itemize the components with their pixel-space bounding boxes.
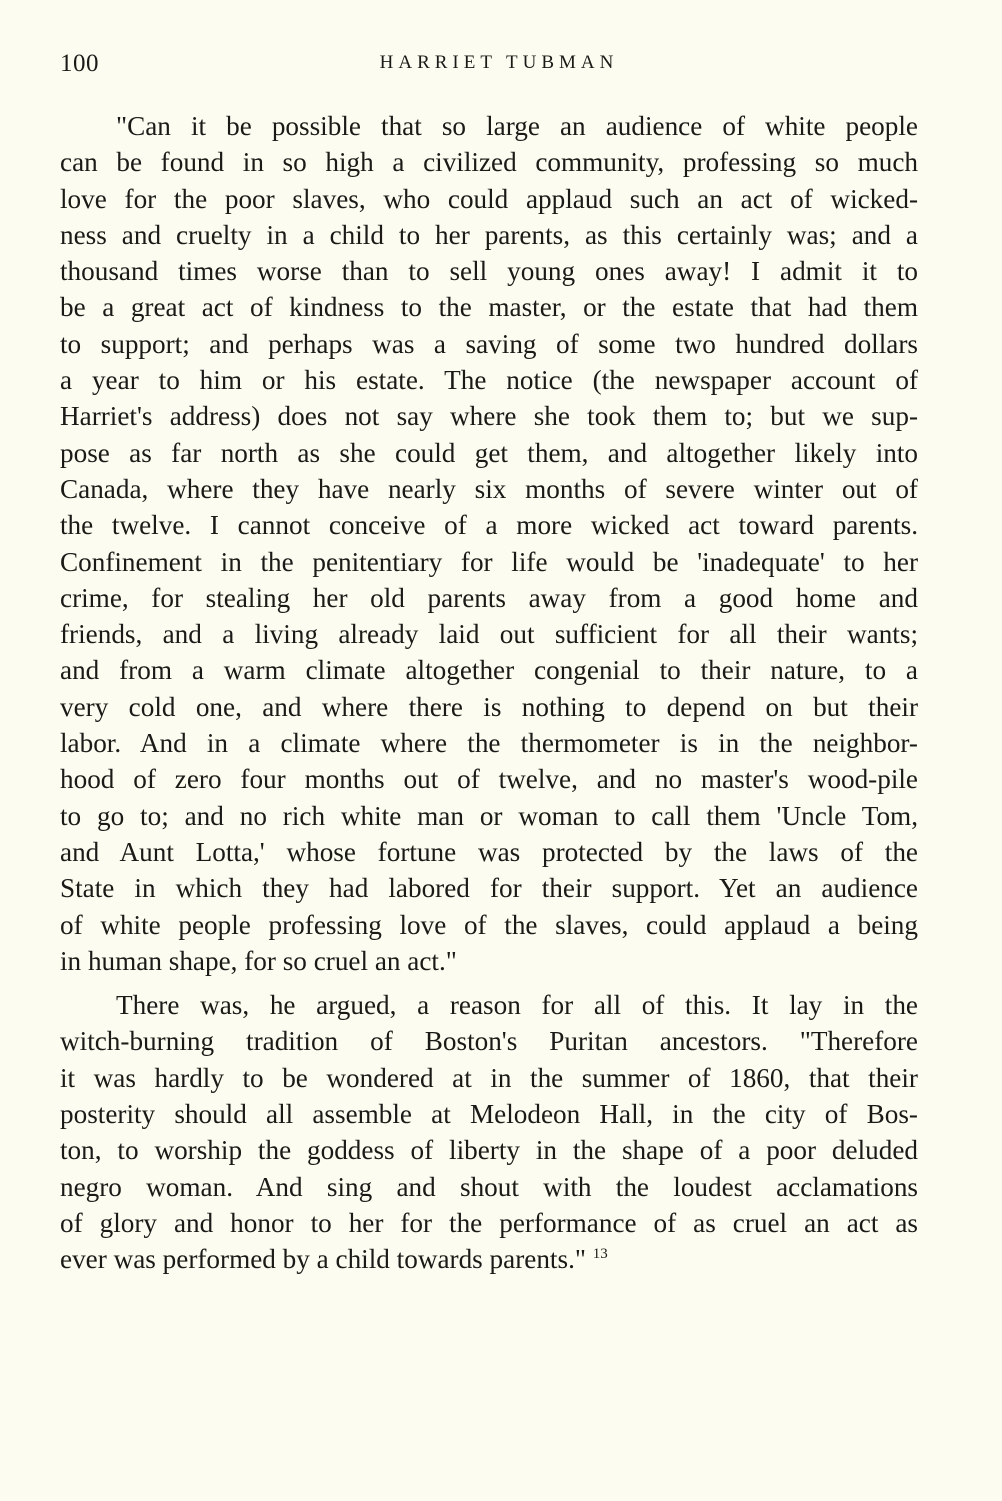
text-line: pose as far north as she could get them, and altogether likely into (60, 437, 918, 468)
text-line-with-footnote (60, 1241, 918, 1277)
text-line: be a great act of kindness to the master, or the estate that had them (60, 292, 918, 323)
text-line: hood of zero four months out of twelve, and no master's wood-pile (60, 764, 918, 795)
text-line: ton, to worship the goddess of liberty in the shape of a poor deluded (60, 1135, 918, 1166)
text-line: negro woman. And sing and shout with the loudest acclamations (60, 1171, 918, 1202)
text-line: "Can it be possible that so large an audience of white people (116, 111, 918, 141)
text-line: There was, he argued, a reason for all of this. It lay in the (116, 990, 918, 1021)
text-line: thousand times worse than to sell young ones away! I admit it to (60, 256, 918, 287)
text-line: in human shape, for so cruel an act." (60, 945, 457, 976)
text-line: crime, for stealing her old parents away from a good home and (60, 582, 918, 613)
text-line: ever was performed by a child towards parents." (60, 1244, 586, 1275)
text-line: it was hardly to be wondered at in the summer of 1860, that their (60, 1062, 918, 1093)
argument-paragraph (60, 987, 918, 1277)
running-title: HARRIET TUBMAN (379, 52, 619, 73)
running-head (60, 50, 918, 82)
text-line: to support; and perhaps was a saving of some two hundred dollars (60, 328, 918, 359)
text-line: and from a warm climate altogether congenial to their nature, to a (60, 655, 918, 686)
text-line: labor. And in a climate where the thermometer is in the neighbor- (60, 728, 918, 759)
text-line: very cold one, and where there is nothing to depend on but their (60, 691, 918, 722)
text-line: of white people professing love of the slaves, could applaud a being (60, 909, 918, 940)
text-line: to go to; and no rich white man or woman to call them 'Uncle Tom, (60, 800, 918, 831)
text-line: posterity should all assemble at Melodeon Hall, in the city of Bos- (60, 1099, 918, 1130)
text-line: ness and cruelty in a child to her parents, as this certainly was; and a (60, 219, 918, 250)
text-line: love for the poor slaves, who could applaud such an act of wicked- (60, 183, 918, 214)
text-line: witch-burning tradition of Boston's Puritan ancestors. "Therefore (60, 1026, 918, 1057)
text-line: Canada, where they have nearly six months of severe winter out of (60, 473, 918, 504)
text-line: of glory and honor to her for the performance of as cruel an act as (60, 1207, 918, 1238)
text-line: friends, and a living already laid out sufficient for all their wants; (60, 619, 918, 650)
text-line: and Aunt Lotta,' whose fortune was protected by the laws of the (60, 836, 918, 867)
paragraph-gap (60, 979, 918, 987)
text-line: can be found in so high a civilized community, professing so much (60, 147, 918, 178)
text-line: Confinement in the penitentiary for life would be 'inadequate' to her (60, 546, 918, 577)
text-line: State in which they had labored for their support. Yet an audience (60, 873, 918, 904)
footnote-reference: 13 (592, 1246, 608, 1263)
text-line: Harriet's address) does not say where she took them to; but we sup- (60, 401, 918, 432)
text-line: a year to him or his estate. The notice (the newspaper account of (60, 365, 918, 396)
page-number: 100 (60, 50, 99, 77)
quoted-paragraph (60, 108, 918, 979)
body-text (60, 108, 918, 1278)
text-line: the twelve. I cannot conceive of a more wicked act toward parents. (60, 510, 918, 541)
